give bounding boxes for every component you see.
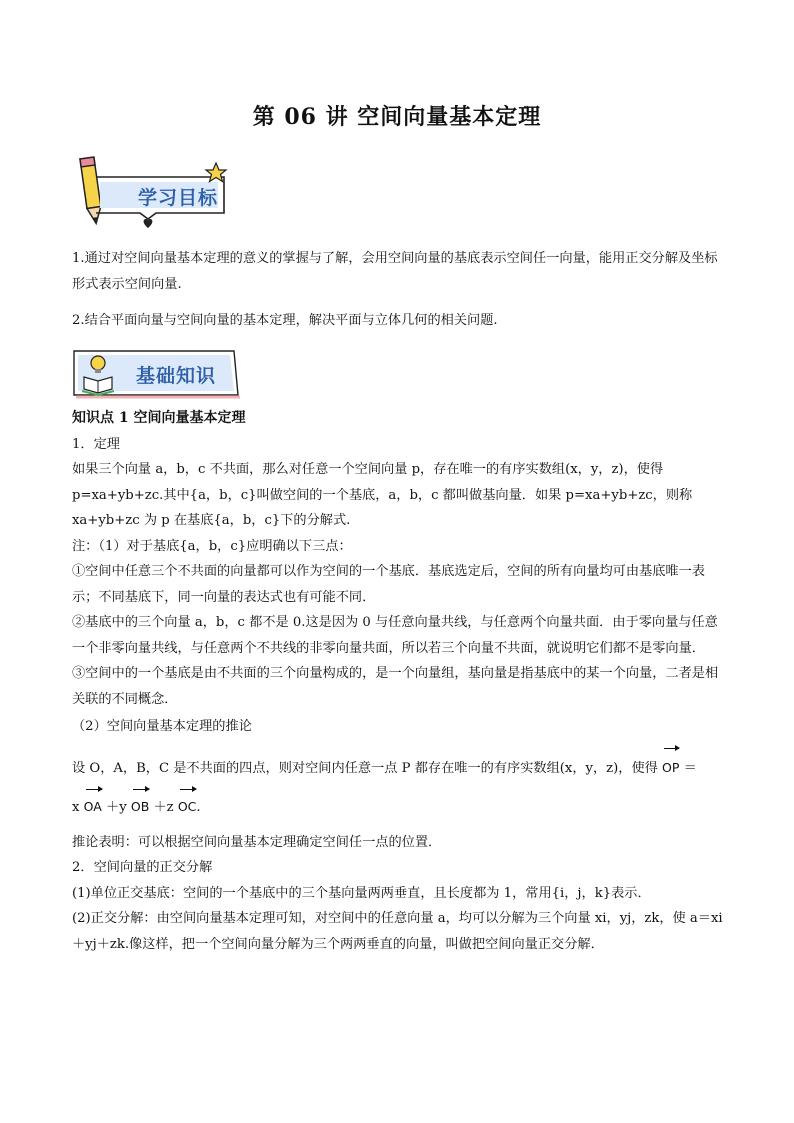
period: . (196, 799, 201, 815)
page-title: 第 06 讲 空间向量基本定理 (252, 104, 542, 130)
learning-goals-label: 学习目标 (138, 187, 219, 209)
unit-orthogonal-basis: (1)单位正交基底：空间的一个基底中的三个基向量两两垂直，且长度都为 1，常用{i，j，k}表示． (72, 885, 651, 901)
vector-oc: OC (178, 787, 197, 823)
goal-1: 1.通过对空间向量基本定理的意义的掌握与了解，会用空间向量的基底表示空间任一向量，能用正交分解及坐标形式表示空间向量. (72, 251, 718, 292)
basic-knowledge-label: 基础知识 (136, 365, 217, 387)
note-point-1: ①空间中任意三个不共面的向量都可以作为空间的一个基底．基底选定后，空间的所有向量均可由基底唯一表示；不同基底下，同一向量的表达式也有可能不同． (72, 564, 705, 605)
orthogonal-subheading: 2．空间向量的正交分解 (72, 860, 213, 875)
theorem-definition: 如果三个向量 a，b，c 不共面，那么对任意一个空间向量 p，存在唯一的有序实数组(x，y，z)，使得 p=xa+yb+zc.其中{a，b，c}叫做空间的一个基底，a，b，c 都叫做基向量．如果 p=xa+yb+zc，则称 xa+yb+zc 为 p 在基底{a，b，c}下的分解式. (72, 462, 693, 528)
corollary-equation (72, 787, 724, 824)
theorem-subheading: 1．定理 (72, 436, 120, 452)
goal-2: 2.结合平面向量与空间向量的基本定理，解决平面与立体几何的相关问题. (72, 313, 498, 328)
note-point-2: ②基底中的三个向量 a，b，c 都不是 0.这是因为 0 与任意向量共线，与任意两个向量共面．由于零向量与任意一个非零向量共线，与任意两个不共线的非零向量共面，所以若三个向量不共面，就说明它们都不是零向量． (72, 615, 718, 656)
coef-x: x (72, 799, 80, 815)
plus-z: ＋z (153, 799, 174, 815)
learning-goals-badge (66, 155, 236, 235)
vector-op: OP (662, 746, 679, 786)
corollary-heading: （2）空间向量基本定理的推论 (72, 719, 252, 734)
basis-note: 注：（1）对于基底{a，b，c}应明确以下三点： (72, 538, 352, 554)
plus-y: ＋y (106, 799, 127, 815)
knowledge-point-1-heading: 知识点 1 空间向量基本定理 (72, 410, 246, 426)
vector-ob: OB (131, 787, 149, 823)
corollary-text: 设 O，A，B，C 是不共面的四点，则对空间内任意一点 P 都存在唯一的有序实数组(x，y，z)，使得 (72, 760, 658, 776)
equals-sign: ＝ (683, 760, 697, 776)
basic-knowledge-badge (72, 345, 244, 401)
note-point-3: ③空间中的一个基底是由不共面的三个向量构成的，是一个向量组，基向量是指基底中的某一个向量，二者是相关联的不同概念． (72, 666, 719, 707)
corollary-meaning: 推论表明：可以根据空间向量基本定理确定空间任一点的位置． (72, 834, 442, 850)
orthogonal-decomposition: (2)正交分解：由空间向量基本定理可知，对空间中的任意向量 a，均可以分解为三个向量 xi，yj，zk，使 a＝xi＋yj＋zk.像这样，把一个空间向量分解为三个两两垂直的向量，叫做把空间向量正交分解． (72, 911, 723, 952)
corollary-statement (72, 746, 724, 787)
vector-oa: OA (84, 787, 102, 823)
knowledge-section-1 (72, 406, 724, 957)
